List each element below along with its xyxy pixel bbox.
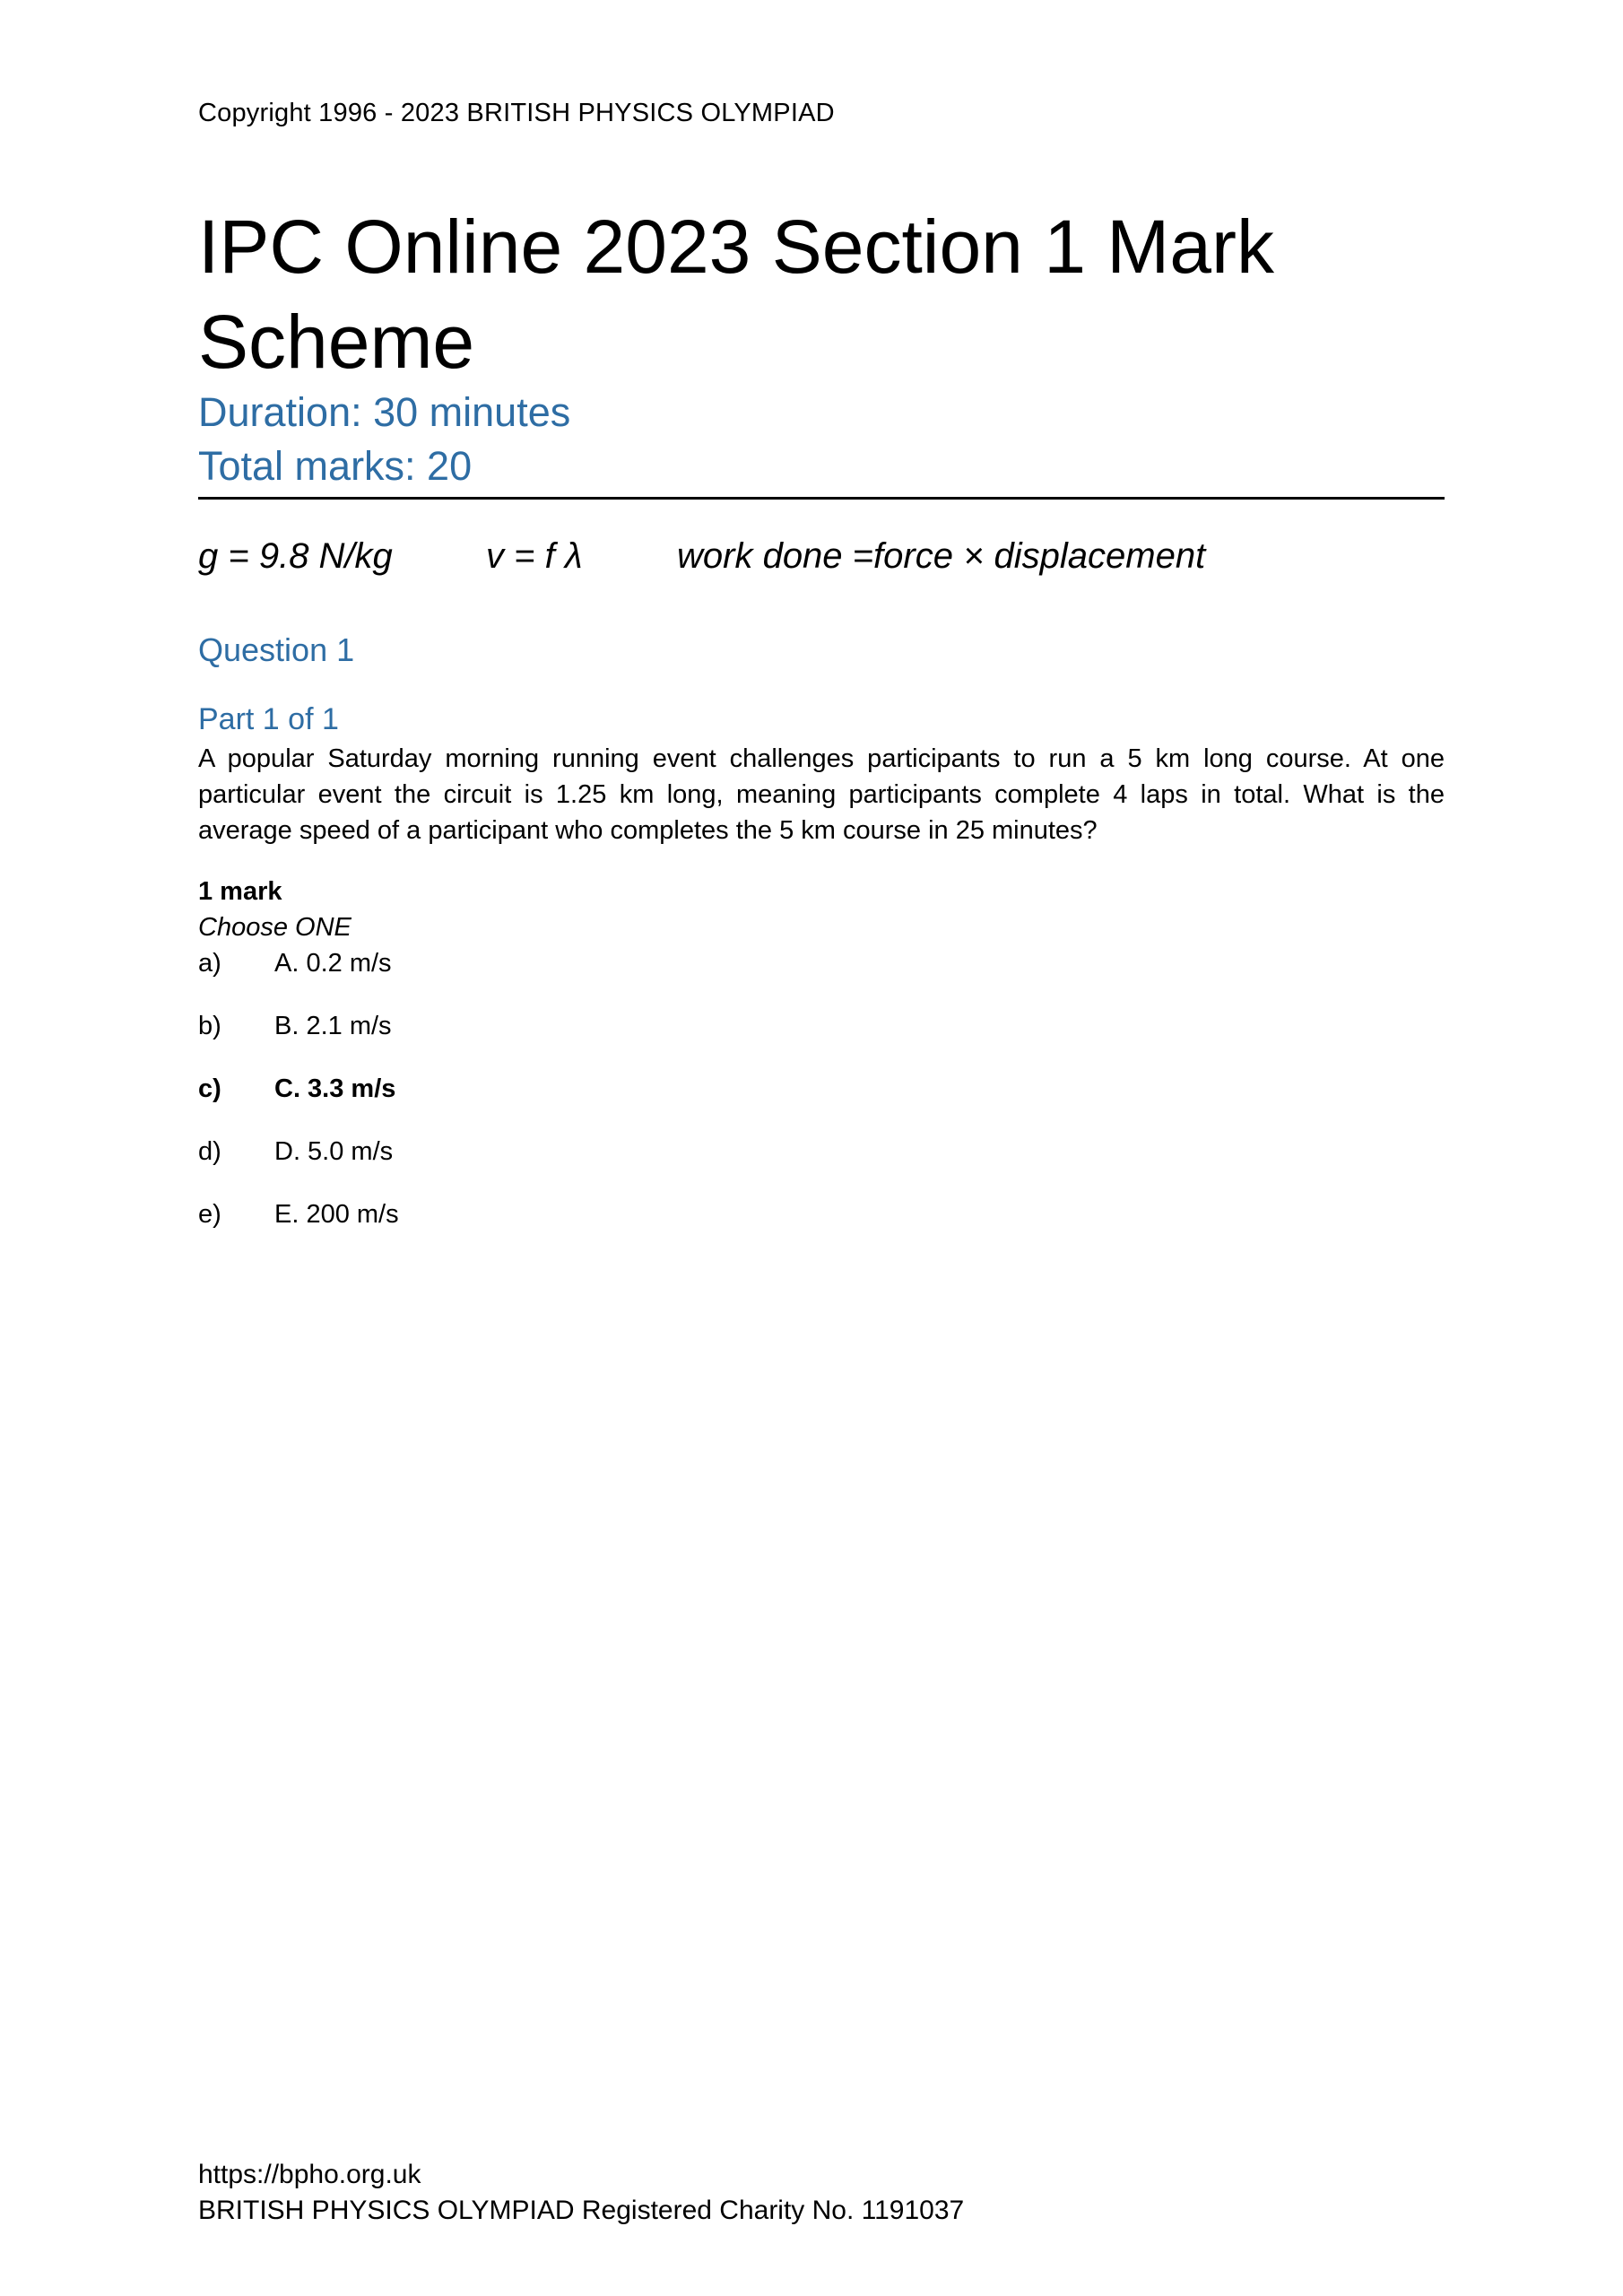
option-letter: e): [198, 1200, 221, 1229]
instruction-label: Choose ONE: [198, 913, 352, 942]
page-title: IPC Online 2023 Section 1 Mark Scheme: [198, 204, 1274, 384]
marks-label: 1 mark: [198, 877, 282, 906]
option-text: E. 200 m/s: [274, 1200, 399, 1229]
footer-charity: BRITISH PHYSICS OLYMPIAD Registered Charity No. 1191037: [198, 2196, 965, 2225]
option-letter: a): [198, 949, 221, 978]
option-text: B. 2.1 m/s: [274, 1012, 392, 1040]
total-marks-label: Total marks: 20: [198, 443, 473, 489]
header-divider: [198, 497, 1445, 500]
option-letter: c): [198, 1074, 221, 1103]
option-a: [198, 949, 392, 978]
formula-wave: v = f λ: [486, 536, 583, 576]
question-text: A popular Saturday morning running event challenges participants to run a 5 km long course. At one particular event the circuit is 1.25 km long, meaning participants complete 4 laps in total. What is the average speed of a participant who completes the 5 km course in 25 minutes?: [198, 744, 1445, 845]
duration-label: Duration: 30 minutes: [198, 389, 571, 435]
option-letter: b): [198, 1012, 221, 1040]
part-heading: Part 1 of 1: [198, 702, 339, 736]
copyright-notice: Copyright 1996 - 2023 BRITISH PHYSICS OLYMPIAD: [198, 99, 835, 127]
question-heading: Question 1: [198, 631, 355, 668]
formula-work: work done =force × displacement: [677, 536, 1206, 576]
formula-gravity: g = 9.8 N/kg: [198, 536, 393, 576]
option-text: C. 3.3 m/s: [274, 1074, 396, 1103]
option-b: [198, 1012, 392, 1041]
option-letter: d): [198, 1137, 221, 1166]
option-c-correct-answer: [198, 1074, 395, 1104]
option-e: [198, 1200, 399, 1230]
footer-url[interactable]: https://bpho.org.uk: [198, 2160, 421, 2189]
option-text: D. 5.0 m/s: [274, 1137, 394, 1166]
option-text: A. 0.2 m/s: [274, 949, 392, 978]
option-d: [198, 1137, 393, 1167]
